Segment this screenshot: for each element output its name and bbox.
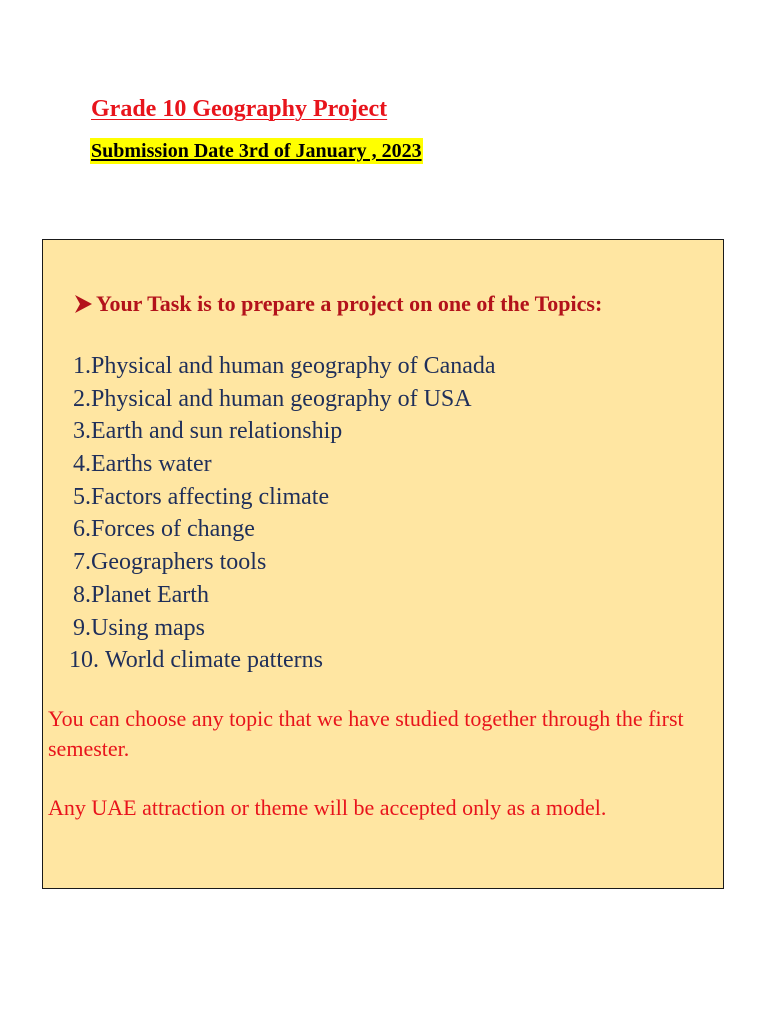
topic-number: 10. [69,647,99,674]
topic-item [69,546,496,579]
topic-number: 8. [73,581,91,608]
topic-label: Forces of change [91,516,255,543]
topic-label: Geographers tools [91,549,267,576]
topic-item [69,513,496,546]
topic-label: Physical and human geography of Canada [91,353,496,379]
task-box [42,239,724,889]
topic-number: 9. [73,614,91,641]
topic-item [69,448,496,481]
topic-item [69,481,496,514]
topic-item [69,579,496,612]
page-title: Grade 10 Geography Project [91,96,388,122]
topic-item [69,644,496,677]
topic-item [69,350,496,383]
topic-label: Physical and human geography of USA [91,385,472,412]
topic-label: Planet Earth [91,581,209,608]
topic-number: 5. [73,483,91,510]
topic-label: Using maps [91,614,205,641]
topic-number: 7. [73,549,91,576]
topic-choice-note: You can choose any topic that we have studied together through the first semester. [48,706,684,761]
task-heading [73,289,602,319]
topic-number: 2. [73,385,91,412]
topic-number: 1. [73,353,91,379]
arrowhead-bullet-icon [73,294,93,314]
topic-label: Factors affecting climate [91,483,330,510]
topic-item [69,415,496,448]
topic-number: 4. [73,451,91,478]
topic-label: Earth and sun relationship [91,418,343,445]
submission-date: Submission Date 3rd of January , 2023 [91,140,422,162]
topic-number: 6. [73,516,91,543]
topic-list [69,350,496,677]
topic-item [69,383,496,416]
task-heading-text: Your Task is to prepare a project on one of the Topics: [96,291,603,316]
topic-label: World climate patterns [105,647,323,674]
topic-number: 3. [73,418,91,445]
topic-item [69,612,496,645]
topic-label: Earths water [91,451,212,478]
uae-model-note: Any UAE attraction or theme will be accepted only as a model. [48,795,607,820]
